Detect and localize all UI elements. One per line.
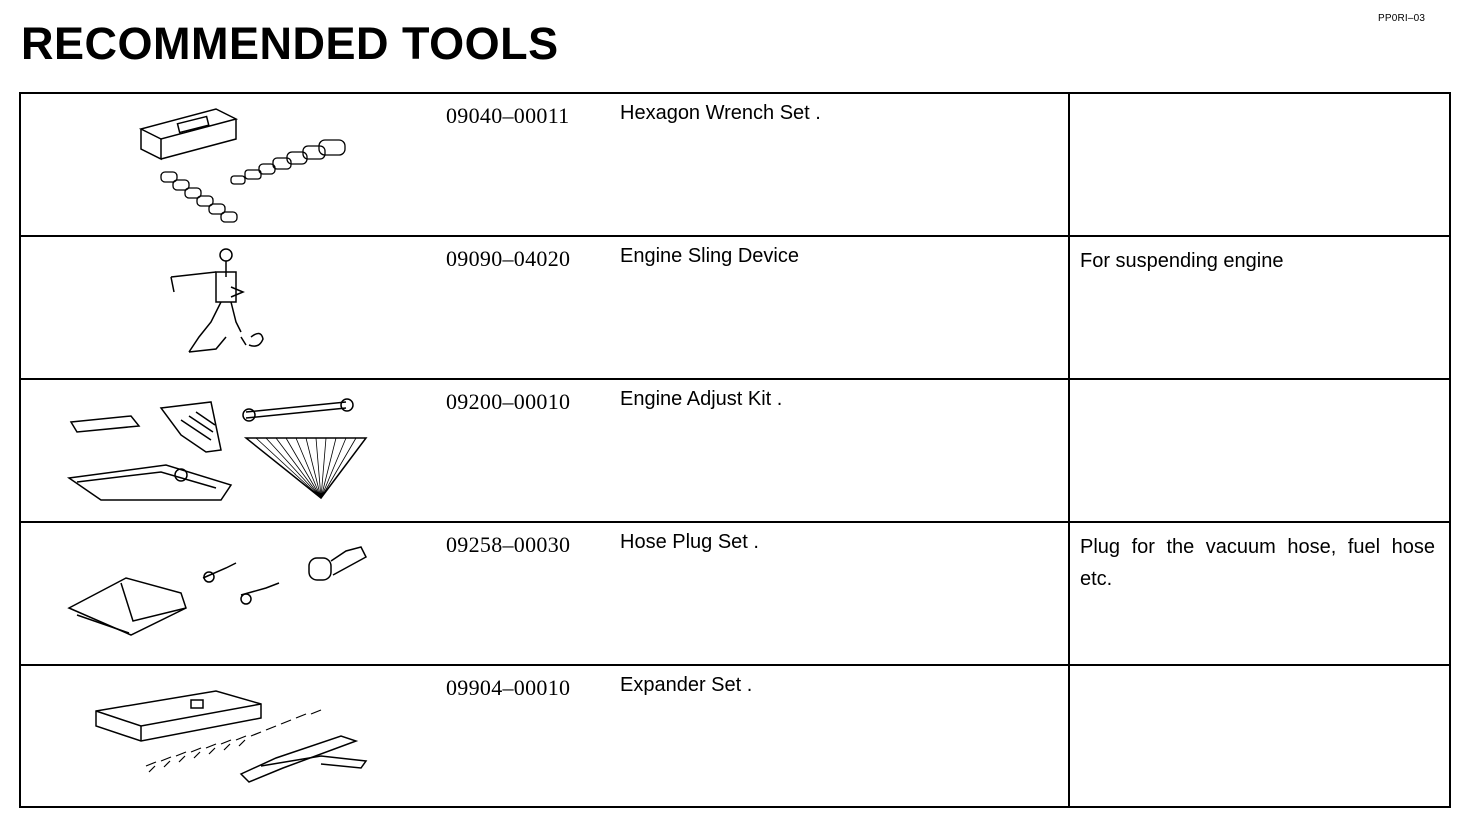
page-title: RECOMMENDED TOOLS [21, 18, 559, 69]
tool-note: For suspending engine [1080, 250, 1284, 272]
part-number: 09200–00010 [446, 389, 571, 414]
tools-table [19, 92, 1451, 808]
part-number: 09040–00011 [446, 103, 570, 128]
table-row [21, 378, 1449, 523]
tool-name: Expander Set . [620, 674, 753, 696]
part-number: 09904–00010 [446, 675, 571, 700]
tool-note: Plug for the vacuum hose, fuel hose etc. [1080, 536, 1435, 590]
tool-name: Engine Adjust Kit . [620, 388, 783, 410]
column-divider [1068, 94, 1070, 237]
column-divider [1068, 237, 1070, 380]
tool-name: Engine Sling Device [620, 245, 799, 267]
page-code: PP0RI–03 [1378, 13, 1426, 24]
table-row [21, 521, 1449, 666]
tool-name: Hose Plug Set . [620, 531, 759, 553]
table-row [21, 664, 1449, 806]
column-divider [1068, 523, 1070, 666]
part-number: 09258–00030 [446, 532, 571, 557]
expander-set-icon [21, 666, 421, 806]
hexagon-wrench-set-icon [21, 94, 421, 237]
table-row [21, 235, 1449, 380]
table-row [21, 94, 1449, 237]
tool-name: Hexagon Wrench Set . [620, 102, 821, 124]
column-divider [1068, 666, 1070, 806]
hose-plug-set-icon [21, 523, 421, 666]
engine-adjust-kit-icon [21, 380, 421, 523]
engine-sling-device-icon [21, 237, 421, 380]
column-divider [1068, 380, 1070, 523]
part-number: 09090–04020 [446, 246, 571, 271]
